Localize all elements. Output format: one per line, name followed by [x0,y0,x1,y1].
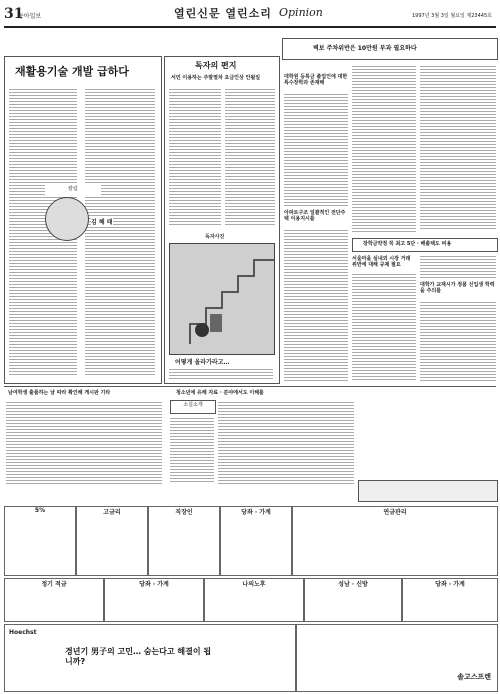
ad-6-title: 정기 적금 [41,581,67,588]
ad-1-title: 5% [34,507,46,514]
ad-8-title: 나의노후 [242,581,266,588]
ad-4 [220,506,292,576]
readers-title: 독자의 편지 [195,61,237,70]
bottom-center-label: 소설소개 [170,400,216,414]
photo-caption: 어떻게 올라가라고… [175,359,230,366]
column-title: 재활용기술 개발 급하다 [15,65,129,78]
masthead-bar [4,4,496,28]
ad-headline: 경년기 男子의 고민… 숨는다고 해결이 됩니까? [65,647,212,666]
reader-photo [169,243,275,355]
ad-4-title: 당좌 · 가계 [241,509,271,516]
ad-7 [104,578,204,622]
stairs-photo [170,244,274,354]
ad-9-title: 성남 · 신방 [338,581,368,588]
author-photo [45,197,89,241]
bottom-center-title: 청소년에 유해 자료 · 분야에서도 이해를 [176,390,264,396]
headline-2: 장학금약정 꼭 최고 5단 · 배출택도 비용 [363,241,452,247]
body-3 [284,228,348,382]
dateline: 1997년 3월 3일 월요일 제23445호 [412,13,492,19]
bottom-ad-right [296,624,498,692]
bottom-left-title: 남여학생 출품하는 날 따라 확인해 게시판 기타 [8,390,111,396]
headline-1: 대학원 등록금 졸업인에 대한 특수장학과 존재해 [284,74,348,86]
readers-body-left [169,87,221,227]
headline-2-box [352,238,498,252]
column-body-right [85,87,155,377]
ad-8 [204,578,304,622]
ad-3 [148,506,220,576]
masthead-title: 열린신문 열린소리 [174,7,272,20]
column-box [4,56,162,384]
ad-1 [4,506,76,576]
ad-5-title: 연금관리 [383,509,407,516]
body-5 [420,300,496,382]
body-4b [420,254,496,278]
author-name: 김 혜 태 [91,219,113,226]
readers-subtitle: 서민 이용하는 주말열차 요금인상 안될일 [171,75,261,81]
body-1b [352,64,416,234]
readers-body-right [225,87,275,227]
ad-9 [304,578,402,622]
ad-3-title: 직장인 [175,509,193,516]
ad-2 [76,506,148,576]
ad-right-brand: 솔고스프렌 [457,673,491,681]
bottom-left-body [6,400,162,484]
top-right-headline-box [282,38,498,60]
headline-5: 대학가 교재시가 정품 신입생 학력을 주의를 [420,282,495,294]
ad-10 [402,578,498,622]
body-4 [352,272,416,382]
caption-body [169,367,273,379]
readers-box [164,56,280,384]
body-1 [284,92,348,206]
ad-brand: Hoechst [9,629,37,636]
headline-3: 아파트구조 일괄적인 전단주택 이용지시를 [284,210,346,222]
headline-4: 서울마을 실내외 시장 거래 위반에 대해 규제 필요 [352,256,411,268]
bottom-center-body [218,400,354,484]
top-right-headline: 벽보 주차위반은 10만원 부과 필요하다 [313,45,417,52]
ad-6 [4,578,104,622]
section-name: 동아일보 [18,13,42,20]
ad-7-title: 당좌 · 가계 [139,581,169,588]
column-label: 칼럼 [45,185,101,195]
bottom-center-body2 [170,416,214,484]
ad-2-title: 고금리 [103,509,121,516]
notice-box [358,480,498,502]
opinion-label: Opinion [279,6,323,19]
bottom-ad-left [4,624,296,692]
body-1c [420,64,496,230]
ad-5 [292,506,498,576]
divider [4,386,496,387]
ad-10-title: 당좌 · 가계 [435,581,465,588]
page-number: 31 [4,6,24,22]
photo-label: 독자사진 [205,234,225,240]
